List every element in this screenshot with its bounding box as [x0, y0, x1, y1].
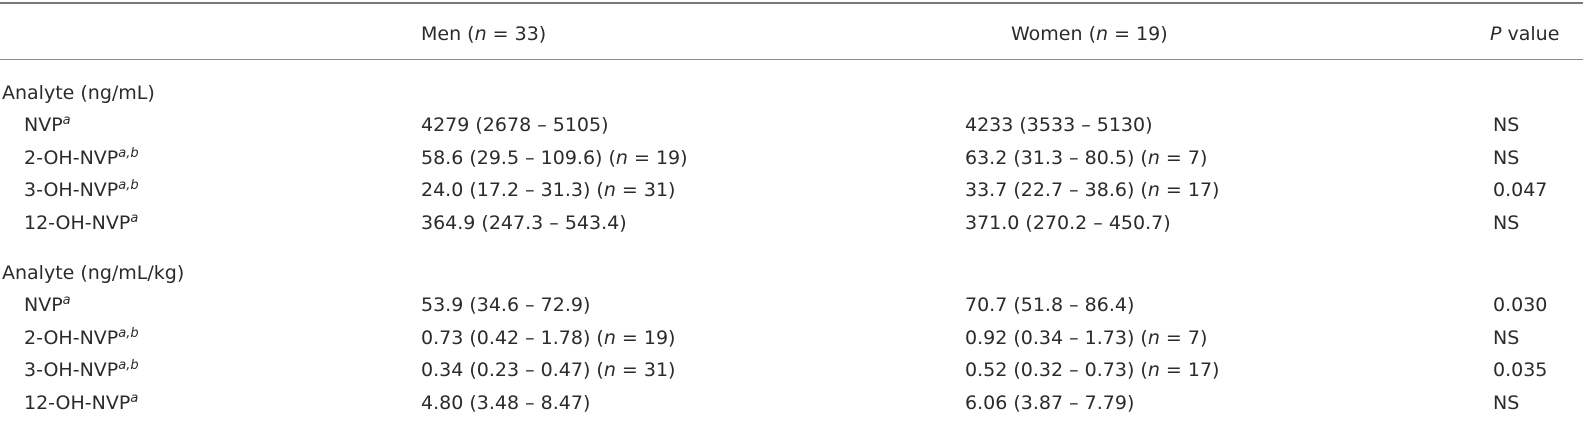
men-value: [421, 293, 590, 317]
section-title: Analyte (ng/mL/kg): [2, 262, 185, 284]
men-n: 31: [643, 179, 669, 201]
men-median-range: 53.9 (34.6 – 72.9): [421, 294, 591, 316]
analyte-label: [24, 326, 139, 350]
analyte-name: 2-OH-NVP: [24, 147, 119, 169]
women-value: 63.2 (31.3 – 80.5) (n = 7): [965, 147, 1208, 169]
footnote-a: a: [62, 113, 71, 128]
analyte-label: [24, 391, 138, 415]
men-median-range: 0.34 (0.23 – 0.47): [421, 359, 591, 381]
footnote-b: ,b: [126, 146, 139, 161]
men-median-range: 4.80 (3.48 – 8.47): [421, 392, 591, 414]
women-median-range: 63.2 (31.3 – 80.5): [965, 147, 1135, 169]
p-value: 0.035: [1493, 359, 1548, 381]
footnote-marker: [130, 211, 138, 226]
p-value: NS: [1493, 327, 1520, 349]
men-value: [421, 391, 590, 415]
men-value: 0.34 (0.23 – 0.47) (n = 31): [421, 359, 676, 381]
analyte-label: [24, 146, 139, 170]
footnote-marker: [63, 113, 71, 128]
footnote-b: ,b: [126, 358, 139, 373]
footnote-marker: [130, 391, 138, 406]
men-median-range: 58.6 (29.5 – 109.6): [421, 147, 603, 169]
women-median-range: 33.7 (22.7 – 38.6): [965, 179, 1135, 201]
analyte-name: 12-OH-NVP: [24, 392, 131, 414]
women-median-range: 0.92 (0.34 – 1.73): [965, 327, 1135, 349]
men-value: 24.0 (17.2 – 31.3) (n = 31): [421, 179, 676, 201]
section-title: Analyte (ng/mL): [2, 82, 155, 104]
footnote-b: ,b: [126, 326, 139, 341]
footnote-a: a: [118, 146, 127, 161]
women-median-range: 4233 (3533 – 5130): [965, 114, 1153, 136]
analyte-label: [24, 358, 139, 382]
men-n: 19: [643, 327, 669, 349]
women-value: [965, 113, 1153, 137]
men-value: [421, 211, 627, 235]
men-value: 0.73 (0.42 – 1.78) (n = 19): [421, 327, 676, 349]
analyte-name: 12-OH-NVP: [24, 212, 131, 234]
footnote-marker: [118, 178, 138, 193]
analyte-label: [24, 113, 71, 137]
analyte-label: [24, 178, 139, 202]
column-header-women: Women (n = 19): [1011, 23, 1168, 45]
n-symbol: n: [603, 179, 616, 201]
footnote-a: a: [130, 211, 139, 226]
footnote-a: a: [118, 326, 127, 341]
women-value: [965, 293, 1134, 317]
men-n: 19: [655, 147, 681, 169]
p-value: NS: [1493, 114, 1520, 136]
footnote-b: ,b: [126, 178, 139, 193]
n-symbol: n: [615, 147, 628, 169]
analyte-name: 3-OH-NVP: [24, 179, 119, 201]
men-median-range: 4279 (2678 – 5105): [421, 114, 609, 136]
analyte-name: 2-OH-NVP: [24, 327, 119, 349]
footnote-a: a: [118, 358, 127, 373]
analyte-label: [24, 293, 71, 317]
women-median-range: 70.7 (51.8 – 86.4): [965, 294, 1135, 316]
footnote-a: a: [130, 391, 139, 406]
analyte-name: NVP: [24, 114, 63, 136]
men-n: 31: [643, 359, 669, 381]
men-value: 58.6 (29.5 – 109.6) (n = 19): [421, 147, 688, 169]
footnote-marker: [118, 146, 138, 161]
column-header-p-value: P value: [1490, 23, 1560, 45]
n-symbol: n: [1147, 359, 1160, 381]
table-top-rule: [0, 2, 1583, 4]
women-n: 7: [1187, 147, 1200, 169]
men-median-range: 364.9 (247.3 – 543.4): [421, 212, 627, 234]
women-value: [965, 391, 1134, 415]
women-n: 7: [1187, 327, 1200, 349]
women-n: 17: [1187, 179, 1213, 201]
women-n: 17: [1187, 359, 1213, 381]
n-symbol: n: [603, 327, 616, 349]
women-value: 0.52 (0.32 – 0.73) (n = 17): [965, 359, 1220, 381]
n-symbol: n: [603, 359, 616, 381]
footnote-a: a: [62, 293, 71, 308]
analyte-label: [24, 211, 138, 235]
p-value: NS: [1493, 212, 1520, 234]
women-median-range: 371.0 (270.2 – 450.7): [965, 212, 1171, 234]
men-value: [421, 113, 609, 137]
men-median-range: 0.73 (0.42 – 1.78): [421, 327, 591, 349]
column-header-men: Men (n = 33): [421, 23, 547, 45]
p-value: 0.030: [1493, 294, 1548, 316]
p-value: NS: [1493, 147, 1520, 169]
women-value: [965, 211, 1171, 235]
analyte-name: NVP: [24, 294, 63, 316]
p-value: 0.047: [1493, 179, 1548, 201]
footnote-marker: [118, 326, 138, 341]
n-symbol: n: [1147, 147, 1160, 169]
women-value: 33.7 (22.7 – 38.6) (n = 17): [965, 179, 1220, 201]
analyte-name: 3-OH-NVP: [24, 359, 119, 381]
women-median-range: 6.06 (3.87 – 7.79): [965, 392, 1135, 414]
women-median-range: 0.52 (0.32 – 0.73): [965, 359, 1135, 381]
p-value: NS: [1493, 392, 1520, 414]
footnote-a: a: [118, 178, 127, 193]
n-symbol: n: [1147, 179, 1160, 201]
footnote-marker: [63, 293, 71, 308]
women-value: 0.92 (0.34 – 1.73) (n = 7): [965, 327, 1208, 349]
footnote-marker: [118, 358, 138, 373]
men-median-range: 24.0 (17.2 – 31.3): [421, 179, 591, 201]
n-symbol: n: [1147, 327, 1160, 349]
header-divider-rule: [0, 59, 1583, 60]
